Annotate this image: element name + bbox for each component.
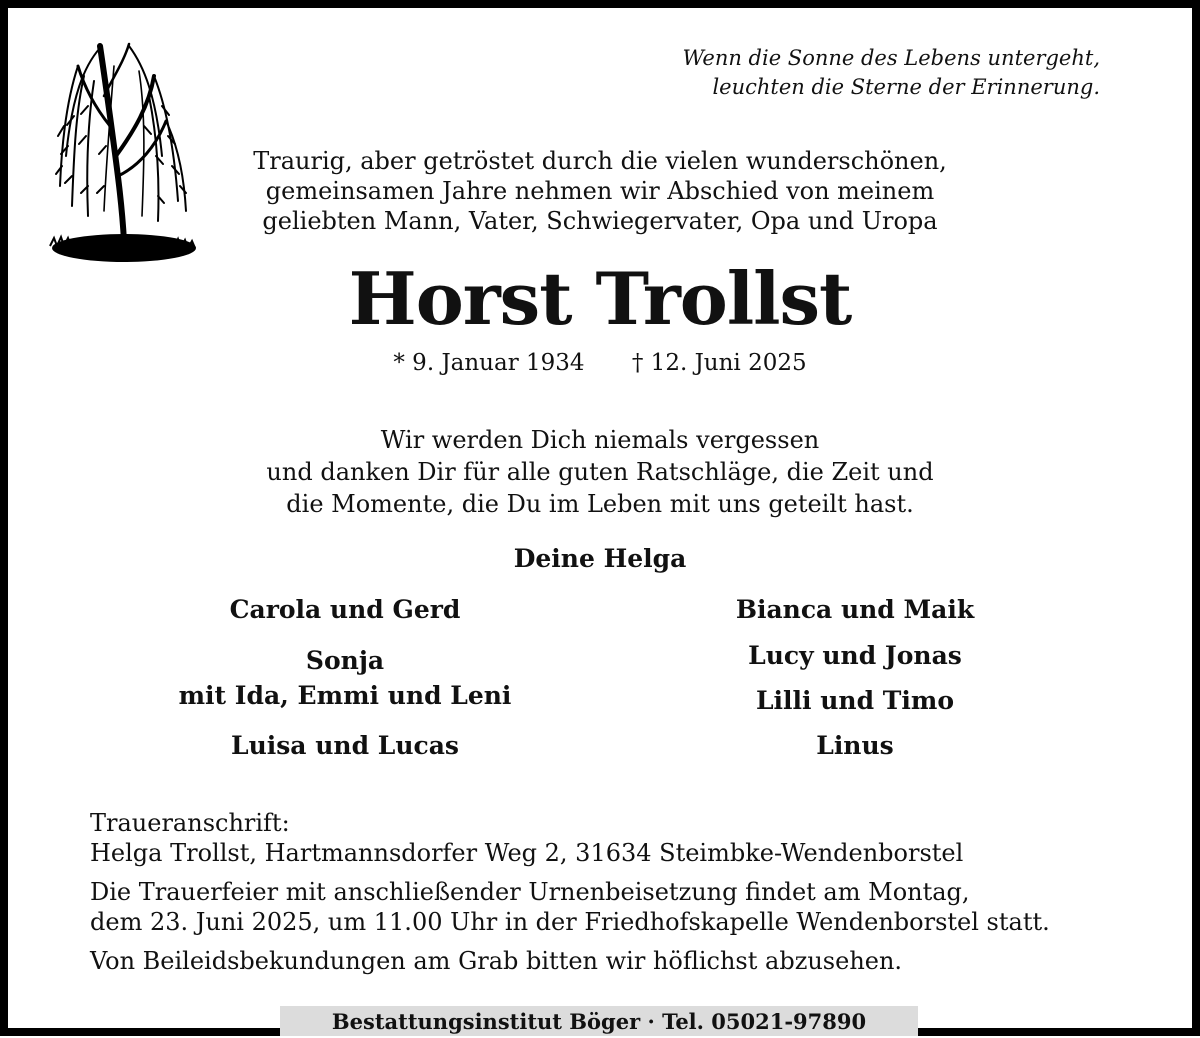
family-right-entry: Linus — [816, 731, 894, 760]
intro-text — [200, 146, 1000, 236]
address-label: Traueranschrift: — [90, 809, 290, 837]
ceremony-line: dem 23. Juni 2025, um 11.00 Uhr in der Friedhofskapelle Wendenborstel statt. — [90, 908, 1050, 936]
farewell-message — [150, 424, 1050, 520]
family-left-entry: Carola und Gerd — [229, 595, 461, 624]
deceased-name: Horst Trollst — [348, 256, 852, 341]
death-date: † 12. Juni 2025 — [631, 350, 807, 376]
address-line: Helga Trollst, Hartmannsdorfer Weg 2, 31634 Steimbke-Wendenborstel — [90, 839, 964, 867]
quote-line: Wenn die Sonne des Lebens untergeht, — [682, 46, 1100, 70]
weeping-willow-icon — [44, 36, 204, 266]
quote-line: leuchten die Sterne der Erinnerung. — [712, 75, 1100, 99]
message-line: und danken Dir für alle guten Ratschläge, die Zeit und — [266, 458, 934, 486]
intro-line: Traurig, aber getröstet durch die vielen wunderschönen, — [253, 147, 947, 175]
intro-line: geliebten Mann, Vater, Schwiegervater, Opa und Uropa — [262, 207, 938, 235]
funeral-home-footer: Bestattungsinstitut Böger · Tel. 05021-97890 — [280, 1006, 918, 1036]
family-right-entry: Lucy und Jonas — [748, 641, 962, 670]
life-dates — [0, 348, 1200, 378]
birth-date: * 9. Januar 1934 — [393, 350, 585, 376]
ceremony-line: Die Trauerfeier mit anschließender Urnenbeisetzung findet am Montag, — [90, 878, 970, 906]
family-head: Deine Helga — [513, 544, 687, 573]
family-right-entry: Lilli und Timo — [755, 686, 955, 715]
message-line: die Momente, die Du im Leben mit uns geteilt hast. — [286, 490, 914, 518]
family-left-entry: Luisa und Lucas — [230, 731, 459, 760]
condolence-note: Von Beileidsbekundungen am Grab bitten wir höflichst abzusehen. — [90, 947, 903, 975]
family-left-entry: mit Ida, Emmi und Leni — [178, 681, 512, 710]
memorial-quote — [580, 44, 1100, 102]
intro-line: gemeinsamen Jahre nehmen wir Abschied von meinem — [265, 177, 935, 205]
message-line: Wir werden Dich niemals vergessen — [380, 426, 820, 454]
family-right-entry: Bianca und Maik — [735, 595, 975, 624]
address-block — [90, 808, 1130, 976]
family-left-entry: Sonja — [305, 646, 385, 675]
